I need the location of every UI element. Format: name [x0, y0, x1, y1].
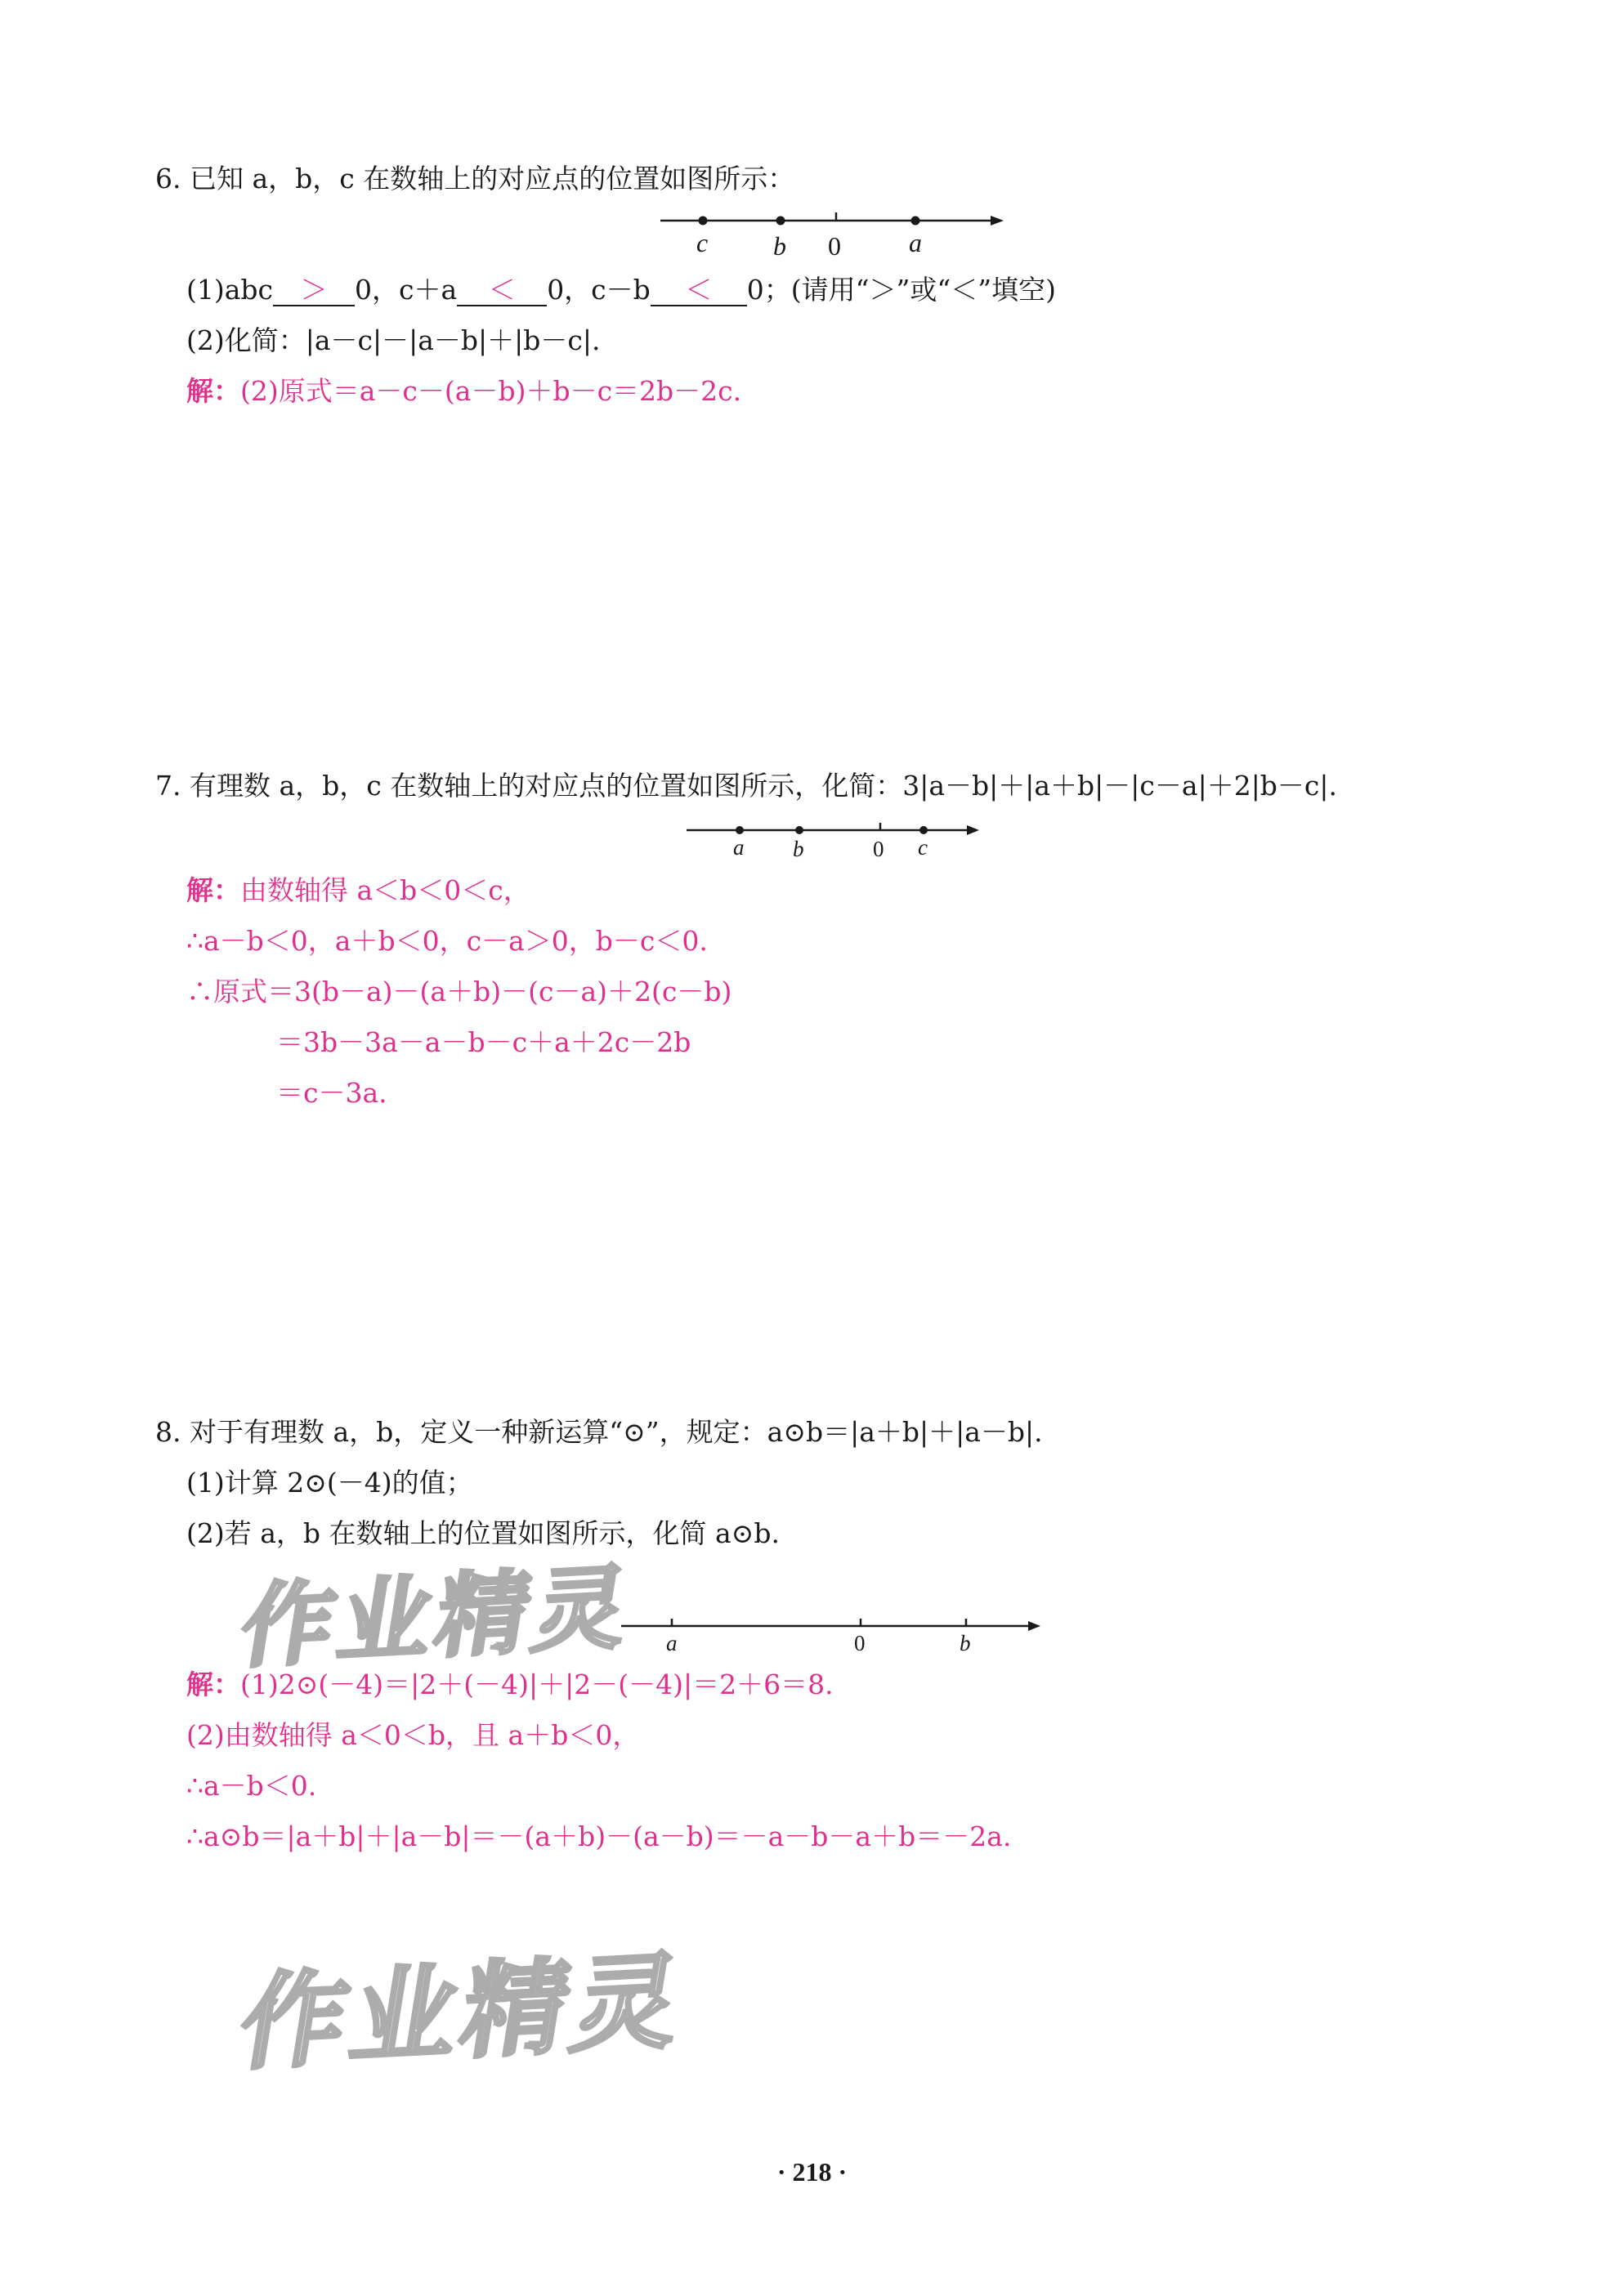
q8-label-b: b [960, 1631, 971, 1655]
q6-part1 [186, 272, 1056, 308]
q8-solution-line-4: ∴a⊙b＝|a＋b|＋|a－b|＝－(a＋b)－(a－b)＝－a－b－a＋b＝－2a. [186, 1820, 1012, 1852]
q8-solution-line-3: ∴a－b＜0. [186, 1770, 317, 1802]
q7-label-a: a [733, 835, 745, 860]
q6-solution [186, 373, 741, 409]
q7-label-c: c [918, 835, 928, 860]
q6-part1-text-a: (1)abc [186, 274, 274, 306]
q6-part2: (2)化简：|a－c|－|a－b|＋|b－c|. [186, 324, 601, 356]
q6-part1-text-b: 0，c＋a [355, 274, 458, 306]
q6-part1-text-d: 0；(请用“＞”或“＜”填空) [746, 274, 1057, 306]
q8-stem: 8. 对于有理数 a，b，定义一种新运算“⊙”，规定：a⊙b＝|a＋b|＋|a－b|. [155, 1416, 1043, 1448]
q7-axis-arrow [967, 825, 979, 835]
q7-point-a [736, 826, 744, 834]
q8-part1: (1)计算 2⊙(－4)的值； [186, 1467, 473, 1499]
q8-label-a: a [666, 1631, 678, 1655]
q8-label-zero: 0 [854, 1631, 866, 1655]
q7-solution-line-5: ＝c－3a. [276, 1077, 387, 1109]
watermark-lower: 作业精灵 [231, 1941, 694, 2085]
q8-part2: (2)若 a，b 在数轴上的位置如图所示，化简 a⊙b. [186, 1517, 780, 1549]
q6-label-b: b [773, 231, 786, 261]
q7-solution-prefix: 解： [186, 874, 240, 906]
q8-axis-arrow [1028, 1621, 1040, 1631]
q7-point-b [795, 826, 803, 834]
q6-blank-1: ＞ [273, 275, 355, 306]
page-number: · 218 · [776, 2157, 848, 2187]
q6-axis-arrow [991, 216, 1004, 226]
q7-label-b: b [793, 837, 804, 861]
q6-blank-2: ＜ [457, 275, 547, 306]
q7-label-zero: 0 [873, 837, 884, 861]
q7-solution-line-1 [186, 873, 530, 909]
q7-solution-line-4: ＝3b－3a－a－b－c＋a＋2c－2b [276, 1026, 691, 1058]
q7-solution-text-1: 由数轴得 a＜b＜0＜c， [240, 874, 530, 906]
q8-solution-text-1: (1)2⊙(－4)＝|2＋(－4)|＋|2－(－4)|＝2＋6＝8. [240, 1668, 834, 1700]
q6-label-c: c [696, 228, 709, 257]
q6-label-a: a [909, 228, 922, 257]
q8-solution-prefix: 解： [186, 1668, 240, 1700]
q7-point-c [919, 826, 928, 834]
q8-solution-line-2: (2)由数轴得 a＜0＜b，且 a＋b＜0， [186, 1719, 640, 1751]
q6-point-a [911, 217, 920, 226]
q6-label-zero: 0 [828, 231, 841, 261]
q7-stem: 7. 有理数 a，b，c 在数轴上的对应点的位置如图所示，化简：3|a－b|＋|a＋b|－|c－a|＋2|b－c|. [155, 770, 1338, 802]
q7-solution-line-2: ∴a－b＜0，a＋b＜0，c－a＞0，b－c＜0. [186, 925, 708, 957]
q6-solution-prefix: 解： [186, 375, 240, 407]
q6-point-c [699, 217, 708, 226]
q6-part1-text-c: 0，c－b [547, 274, 651, 306]
q6-point-b [776, 217, 785, 226]
q6-stem: 6. 已知 a，b，c 在数轴上的对应点的位置如图所示： [155, 163, 795, 194]
watermark-upper: 作业精灵 [233, 1554, 641, 1682]
q6-blank-3: ＜ [651, 275, 747, 306]
q6-solution-text: (2)原式＝a－c－(a－b)＋b－c＝2b－2c. [240, 375, 742, 407]
q7-solution-line-3: ∴原式＝3(b－a)－(a＋b)－(c－a)＋2(c－b) [186, 976, 732, 1007]
